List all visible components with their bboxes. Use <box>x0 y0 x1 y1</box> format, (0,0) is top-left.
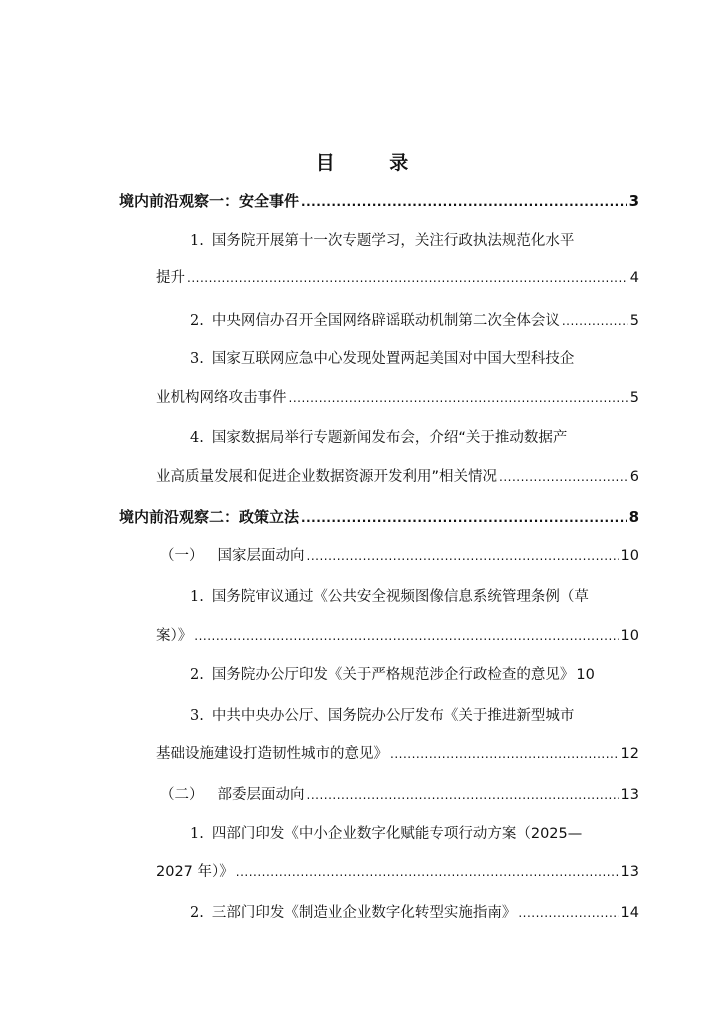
item-number: 3. <box>190 351 204 367</box>
page-number: 3 <box>628 192 639 210</box>
page-number: 4 <box>629 270 639 286</box>
dot-leader <box>307 545 619 567</box>
page-number: 10 <box>620 548 639 564</box>
toc-entry-1-4-cont[interactable] <box>156 466 639 488</box>
section-label: （二） <box>160 787 204 803</box>
toc-entry-text: 国家数据局举行专题新闻发布会，介绍“关于推动数据产 <box>211 430 568 446</box>
toc-entry-text: 境内前沿观察二：政策立法 <box>119 508 300 526</box>
toc-entry-2-1-3[interactable] <box>190 705 574 727</box>
page-number: 5 <box>629 390 639 406</box>
toc-entry-1-3[interactable] <box>190 348 574 370</box>
toc-entry-2-1-2[interactable] <box>190 664 654 686</box>
toc-entry-text: 三部门印发《制造业企业数字化转型实施指南》 <box>211 905 517 921</box>
toc-entry-text: 部委层面动向 <box>217 787 305 803</box>
item-number: 1. <box>190 826 204 842</box>
item-number: 3. <box>190 708 204 724</box>
toc-entry-2-2-2[interactable] <box>190 902 639 924</box>
toc-entry-2-2-1[interactable] <box>190 823 582 845</box>
toc-entry-text: 国务院办公厅印发《关于严格规范涉企行政检查的意见》 <box>211 667 575 683</box>
toc-entry-text: 基础设施建设打造韧性城市的意见》 <box>156 746 388 762</box>
toc-entry-1-4[interactable] <box>190 427 567 449</box>
toc-entry-text: 四部门印发《中小企业数字化赋能专项行动方案（2025— <box>211 826 583 842</box>
toc-entry-text: 中共中央办公厅、国务院办公厅发布《关于推进新型城市 <box>211 708 575 724</box>
dot-leader <box>187 267 628 289</box>
item-number: 2. <box>190 905 204 921</box>
toc-entry-text: 2027 年）》 <box>156 864 234 880</box>
item-number: 2. <box>190 667 204 683</box>
toc-entry-1-3-cont[interactable] <box>156 387 639 409</box>
toc-entry-section-1[interactable] <box>160 545 639 567</box>
toc-entry-section-2[interactable] <box>160 784 639 806</box>
page-number: 8 <box>628 508 639 526</box>
dot-leader <box>236 861 619 883</box>
item-number: 2. <box>190 313 204 329</box>
page-number: 10 <box>620 628 639 644</box>
toc-entry-text: 国务院审议通过《公共安全视频图像信息系统管理条例（草 <box>211 589 589 605</box>
dot-leader <box>301 191 627 213</box>
item-number: 1. <box>190 589 204 605</box>
dot-leader <box>518 902 618 924</box>
dot-leader <box>289 387 628 409</box>
toc-entry-2-1-1[interactable] <box>190 586 589 608</box>
toc-entry-text: 业高质量发展和促进企业数据资源开发利用”相关情况 <box>156 469 498 485</box>
toc-title: 目 录 <box>315 152 433 174</box>
dot-leader <box>301 507 627 529</box>
page-number: 10 <box>576 667 595 683</box>
toc-entry-text: 中央网信办召开全国网络辟谣联动机制第二次全体会议 <box>211 313 560 329</box>
dot-leader <box>390 743 619 765</box>
toc-entry-part2[interactable] <box>119 506 639 528</box>
toc-entry-text: 提升 <box>156 270 185 286</box>
page-number: 13 <box>620 864 639 880</box>
page-number: 12 <box>620 746 639 762</box>
dot-leader <box>194 625 618 647</box>
toc-entry-2-1-1-cont[interactable] <box>156 625 639 647</box>
toc-entry-part1[interactable] <box>119 190 639 212</box>
toc-entry-2-2-1-cont[interactable] <box>156 861 639 883</box>
dot-leader <box>307 784 619 806</box>
item-number: 4. <box>190 430 204 446</box>
toc-entry-text: 境内前沿观察一：安全事件 <box>119 192 300 210</box>
dot-leader <box>499 466 628 488</box>
dot-leader <box>562 310 628 332</box>
page-number: 6 <box>629 469 639 485</box>
toc-entry-text: 国家层面动向 <box>217 548 305 564</box>
page-number: 5 <box>629 313 639 329</box>
toc-entry-text: 业机构网络攻击事件 <box>156 390 287 406</box>
toc-entry-2-1-3-cont[interactable] <box>156 743 639 765</box>
page-number: 14 <box>620 905 639 921</box>
toc-entry-1-2[interactable] <box>190 310 639 332</box>
toc-entry-1-1-cont[interactable] <box>156 267 639 289</box>
section-label: （一） <box>160 548 204 564</box>
toc-entry-text: 案）》 <box>156 628 193 644</box>
toc-entry-text: 国务院开展第十一次专题学习，关注行政执法规范化水平 <box>211 233 575 249</box>
toc-entry-text: 国家互联网应急中心发现处置两起美国对中国大型科技企 <box>211 351 575 367</box>
toc-entry-1-1[interactable] <box>190 230 574 252</box>
item-number: 1. <box>190 233 204 249</box>
page-number: 13 <box>620 787 639 803</box>
